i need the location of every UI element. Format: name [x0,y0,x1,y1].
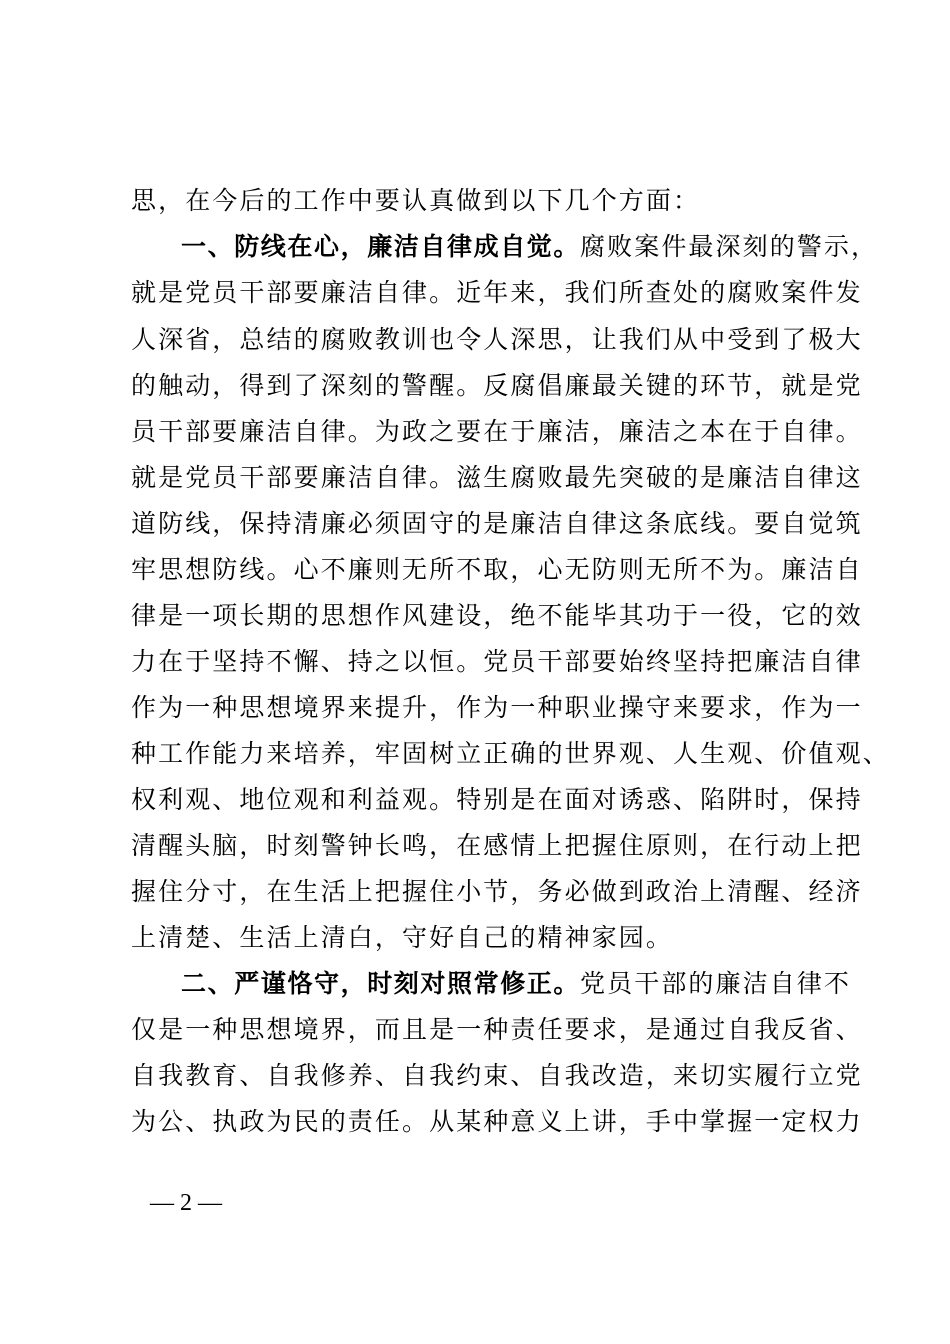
body-line [131,1061,863,1091]
section-heading-line [181,969,852,999]
line-text: 清醒头脑，时刻警钟长鸣，在感情上把握住原则，在行动上把 [131,831,863,860]
line-text: 的触动，得到了深刻的警醒。反腐倡廉最关键的环节，就是党 [131,371,863,400]
line-text: 律是一项长期的思想作风建设，绝不能毕其功于一役，它的效 [131,601,863,630]
body-line [131,463,863,493]
line-text: 党员干部的廉洁自律不 [580,969,852,998]
line-text: 人深省，总结的腐败教训也令人深思，让我们从中受到了极大 [131,325,863,354]
line-text: 仅是一种思想境界，而且是一种责任要求，是通过自我反省、 [131,1015,863,1044]
line-text: 自我教育、自我修养、自我约束、自我改造，来切实履行立党 [131,1061,863,1090]
line-text: 牢思想防线。心不廉则无所不取，心无防则无所不为。廉洁自 [131,555,863,584]
body-line [131,1107,863,1137]
body-line [131,371,863,401]
body-line [131,555,863,585]
line-text: 道防线，保持清廉必须固守的是廉洁自律这条底线。要自觉筑 [131,509,863,538]
line-text: 种工作能力来培养，牢固树立正确的世界观、人生观、价值观、 [131,739,890,768]
body-line [131,831,863,861]
line-text: 腐败案件最深刻的警示， [580,232,879,261]
line-text: 上清楚、生活上清白，守好自己的精神家园。 [131,923,674,952]
body-line [131,1015,863,1045]
line-text: 员干部要廉洁自律。为政之要在于廉洁，廉洁之本在于自律。 [131,417,863,446]
line-text: 作为一种思想境界来提升，作为一种职业操守来要求，作为一 [131,693,863,722]
line-text: 就是党员干部要廉洁自律。近年来，我们所查处的腐败案件发 [131,278,863,307]
body-line [131,278,863,308]
page-number: — 2 — [150,1190,222,1216]
body-line [131,693,863,723]
body-line [131,923,821,953]
line-text: 权利观、地位观和利益观。特别是在面对诱惑、陷阱时，保持 [131,785,863,814]
line-text: 为公、执政为民的责任。从某种意义上讲，手中掌握一定权力 [131,1107,863,1136]
body-line [131,739,890,769]
body-line [131,601,863,631]
line-text: 力在于坚持不懈、持之以恒。党员干部要始终坚持把廉洁自律 [131,647,863,676]
body-line [131,785,863,815]
body-line [131,877,863,907]
section-heading-line [181,232,879,262]
line-text: 思，在今后的工作中要认真做到以下几个方面： [131,186,701,215]
body-line [131,417,863,447]
body-line [131,647,863,677]
line-text: 握住分寸，在生活上把握住小节，务必做到政治上清醒、经济 [131,877,863,906]
body-line [131,325,863,355]
line-text: 就是党员干部要廉洁自律。滋生腐败最先突破的是廉洁自律这 [131,463,863,492]
body-line [131,509,863,539]
section-heading-2: 二、严谨恪守，时刻对照常修正。 [181,969,581,998]
body-line [131,186,821,216]
section-heading-1: 一、防线在心，廉洁自律成自觉。 [181,232,581,261]
